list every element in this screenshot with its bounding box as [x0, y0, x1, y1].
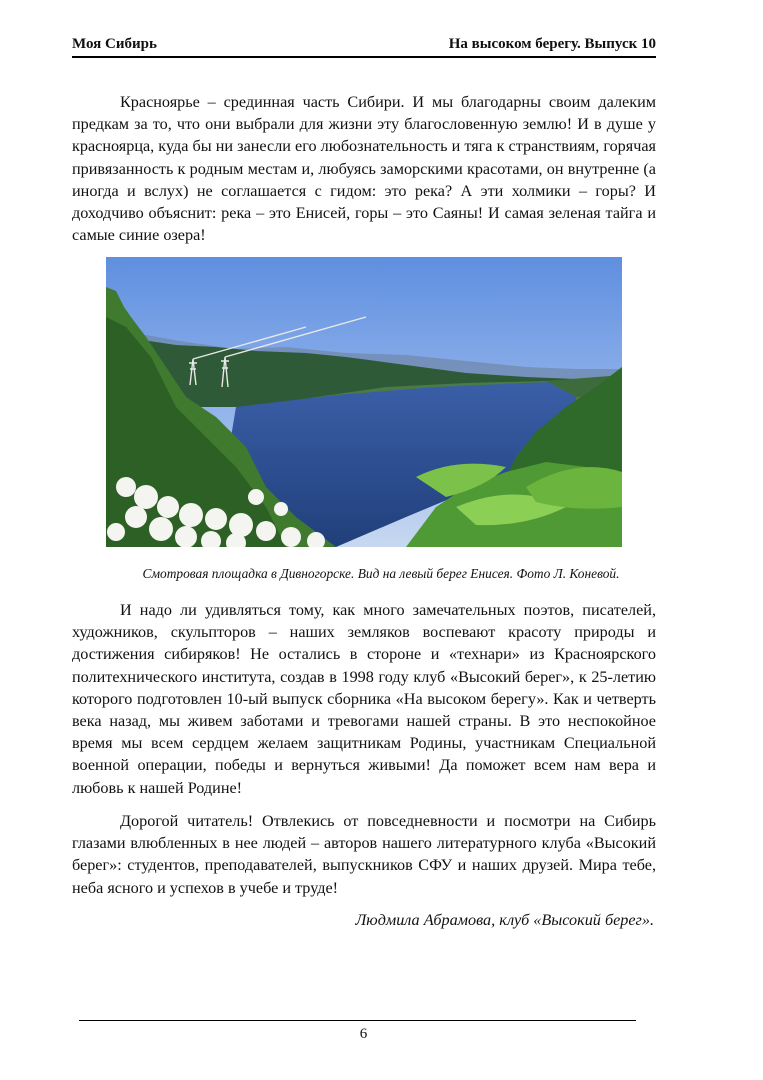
body-paragraph: И надо ли удивляться тому, как много замечательных поэтов, писателей, художников, скульпторов – наших земляков воспевают красоту природы и достижения сибиряков! Не остались в стороне и «технари» из Красноярского политехнического института, создав в 1998 году клуб «Высокий берег», к 25-летию которого подготовлен 10-ый выпуск сборника «На высоком берегу». Как и четверть века назад, мы живем заботами и тревогами нашей страны. В это неспокойное время мы всем сердцем желаем защитникам Родины, участникам Специальной военной операции, победы и вернуться живыми! Да поможет всем нам вера и любовь к нашей Родине!	[72, 601, 656, 797]
header-section-title: Моя Сибирь	[72, 36, 157, 52]
intro-paragraph: Красноярье – срединная часть Сибири. И мы благодарны своим далеким предкам за то, что они выбрали для жизни эту благословенную землю! И в душе у красноярца, куда бы ни занесли его любознательность и тяга к странствиям, горячая привязанность к родным местам и, любуясь заморскими красотами, он внутренне (а иногда и вслух) не соглашается с гидом: это река? А эти холмики – горы? И доходчиво объяснит: река – это Енисей, горы – это Саяны! И самая зеленая тайга и самые синие озера!	[72, 93, 656, 245]
landscape-image	[106, 257, 622, 547]
page-header	[72, 36, 656, 58]
header-book-title: На высоком берегу. Выпуск 10	[448, 36, 656, 52]
closing-paragraph: Дорогой читатель! Отвлекись от повседневности и посмотри на Сибирь глазами влюбленных в нее людей – авторов нашего литературного клуба «Высокий берег»: студентов, преподавателей, выпускников СФУ и наших друзей. Мира тебе, неба ясного и успехов в учебе и труде!	[72, 812, 656, 897]
photo-caption: Смотровая площадка в Дивногорске. Вид на левый берег Енисея. Фото Л. Коневой.	[142, 566, 620, 581]
page-number: 6	[359, 1026, 368, 1042]
yenisei-river-photo	[106, 257, 622, 547]
footer-divider	[79, 1020, 636, 1021]
author-signature: Людмила Абрамова, клуб «Высокий берег».	[355, 911, 654, 929]
